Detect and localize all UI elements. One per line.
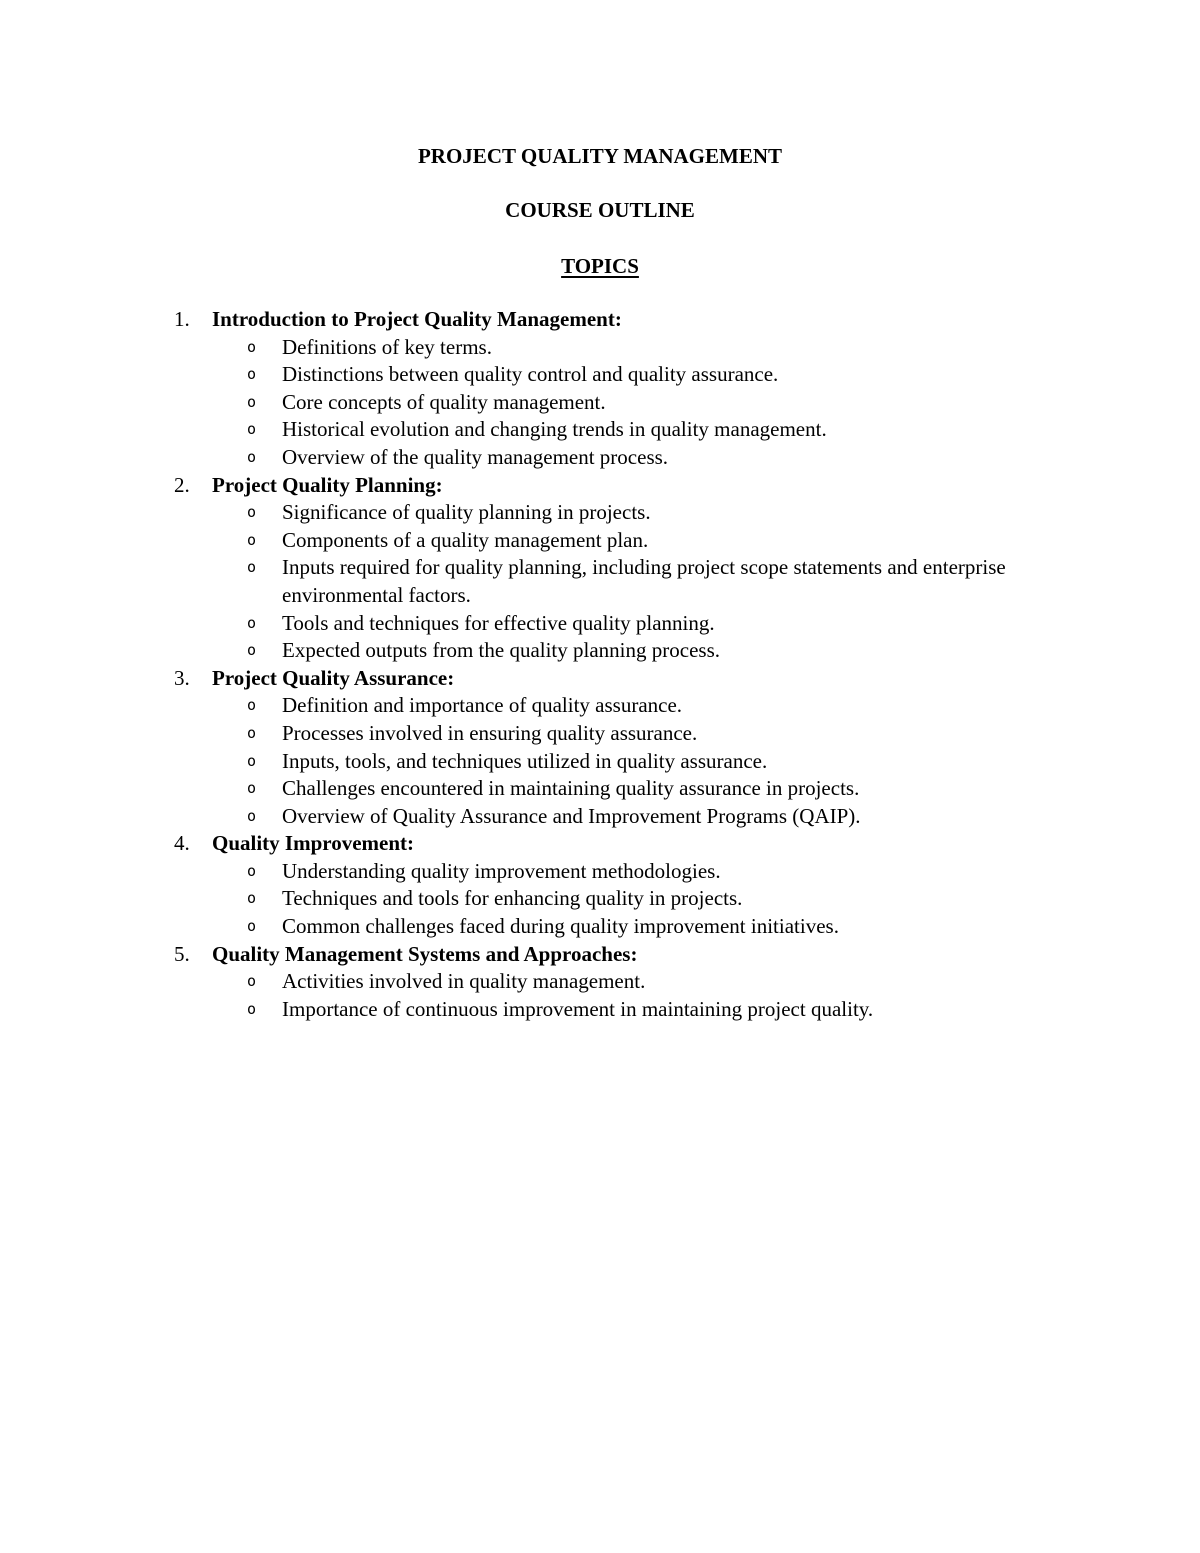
section-header — [0, 306, 1200, 334]
section-header — [0, 665, 1200, 693]
circle-bullet-icon: o — [247, 999, 257, 1018]
list-item: o Importance of continuous improvement in maintaining project quality. — [0, 996, 1200, 1024]
circle-bullet-icon: o — [247, 365, 257, 384]
section-title: Project Quality Assurance: — [212, 665, 455, 690]
circle-bullet-icon: o — [247, 641, 257, 660]
circle-bullet-icon: o — [247, 420, 257, 439]
topics-outline — [0, 306, 1200, 1023]
list-item: o Overview of Quality Assurance and Improvement Programs (QAIP). — [0, 803, 1200, 831]
list-item: o Expected outputs from the quality planning process. — [0, 637, 1200, 665]
list-item: o Tools and techniques for effective quality planning. — [0, 610, 1200, 638]
circle-bullet-icon: o — [247, 447, 257, 466]
section-5 — [0, 941, 1200, 1024]
list-item: o Inputs required for quality planning, including project scope statements and enterprise environmental factors. — [247, 555, 1006, 607]
section-title: Quality Management Systems and Approaches: — [212, 941, 638, 966]
circle-bullet-icon: o — [247, 392, 257, 411]
section-title: Project Quality Planning: — [212, 472, 443, 497]
section-header — [0, 472, 1200, 500]
list-item: o Historical evolution and changing trends in quality management. — [0, 416, 1200, 444]
topics-heading: TOPICS — [561, 254, 639, 278]
circle-bullet-icon: o — [247, 696, 257, 715]
circle-bullet-icon: o — [247, 337, 257, 356]
section-number: 3. — [174, 665, 190, 690]
list-item: o Definition and importance of quality assurance. — [0, 692, 1200, 720]
list-item: o Understanding quality improvement methodologies. — [0, 858, 1200, 886]
section-number: 1. — [174, 307, 190, 331]
section-4 — [0, 830, 1200, 940]
list-item: o Overview of the quality management process. — [0, 444, 1200, 472]
list-item: o Core concepts of quality management. — [0, 389, 1200, 417]
circle-bullet-icon: o — [247, 889, 257, 908]
section-header — [0, 830, 1200, 858]
list-item: o Common challenges faced during quality improvement initiatives. — [0, 913, 1200, 941]
document-title: PROJECT QUALITY MANAGEMENT — [417, 144, 783, 168]
section-title: Quality Improvement: — [212, 831, 415, 856]
section-items — [0, 334, 1200, 472]
list-item: o Inputs, tools, and techniques utilized in quality assurance. — [0, 748, 1200, 776]
circle-bullet-icon: o — [247, 917, 257, 936]
circle-bullet-icon: o — [247, 723, 257, 742]
circle-bullet-icon: o — [247, 779, 257, 798]
circle-bullet-icon: o — [247, 613, 257, 632]
section-2 — [0, 472, 1200, 665]
section-number: 4. — [174, 831, 190, 856]
circle-bullet-icon: o — [247, 751, 257, 770]
section-1 — [0, 306, 1200, 472]
section-number: 5. — [174, 941, 190, 966]
circle-bullet-icon: o — [247, 806, 257, 825]
document-subtitle: COURSE OUTLINE — [505, 198, 695, 222]
list-item: o Activities involved in quality management. — [0, 968, 1200, 996]
section-items — [0, 499, 1200, 665]
section-number: 2. — [174, 472, 190, 497]
section-3 — [0, 665, 1200, 831]
list-item: o Processes involved in ensuring quality assurance. — [0, 720, 1200, 748]
circle-bullet-icon: o — [247, 861, 257, 880]
section-title: Introduction to Project Quality Management: — [212, 307, 622, 331]
section-items — [0, 968, 1200, 1023]
list-item: o Significance of quality planning in projects. — [0, 499, 1200, 527]
list-item: o Components of a quality management plan. — [0, 527, 1200, 555]
section-items — [0, 692, 1200, 830]
section-items — [0, 858, 1200, 941]
circle-bullet-icon: o — [247, 530, 257, 549]
circle-bullet-icon: o — [247, 503, 257, 522]
section-header — [0, 941, 1200, 969]
circle-bullet-icon: o — [247, 558, 257, 577]
list-item: o Definitions of key terms. — [0, 334, 1200, 362]
list-item: o Distinctions between quality control and quality assurance. — [0, 361, 1200, 389]
list-item: o Techniques and tools for enhancing quality in projects. — [0, 885, 1200, 913]
list-item: o Challenges encountered in maintaining quality assurance in projects. — [0, 775, 1200, 803]
circle-bullet-icon: o — [247, 972, 257, 991]
